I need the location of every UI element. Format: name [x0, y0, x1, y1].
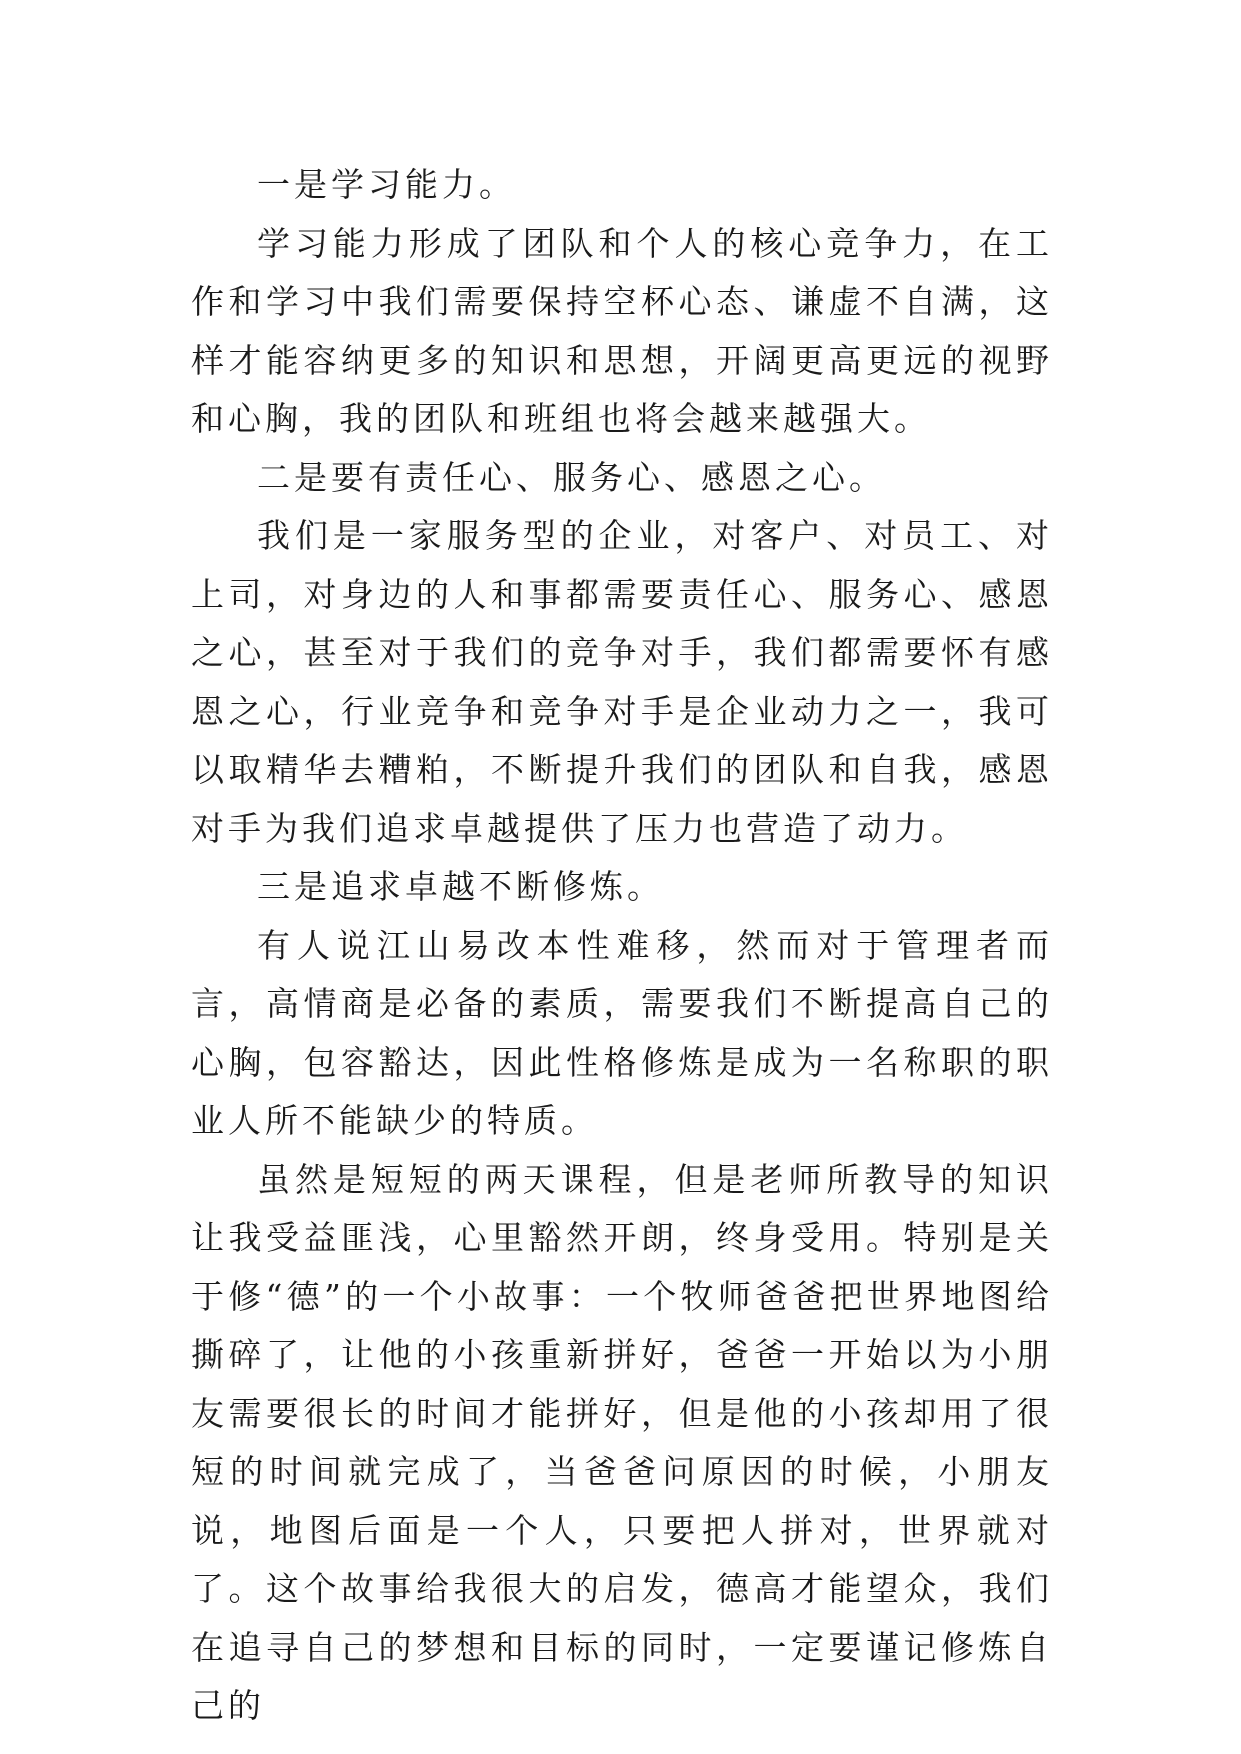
paragraph-heading-learning-ability: 一是学习能力。 [257, 165, 516, 204]
paragraph-responsibility: 我们是一家服务型的企业，对客户、对员工、对上司，对身边的人和事都需要责任心、服务心、感恩之心，甚至对于我们的竞争对手，我们都需要怀有感恩之心，行业竞争和竞争对手是企业动力之一，我可以取精华去糟粕，不断提升我们的团队和自我，感恩对手为我们追求卓越提供了压力也营造了动力。 [191, 516, 1053, 848]
paragraph-heading-responsibility: 二是要有责任心、服务心、感恩之心。 [257, 457, 886, 497]
document-body [191, 156, 1053, 1736]
paragraph-heading-excellence: 三是追求卓越不断修炼。 [257, 867, 664, 906]
paragraph-excellence: 有人说江山易改本性难移，然而对于管理者而言，高情商是必备的素质，需要我们不断提高自己的心胸，包容豁达，因此性格修炼是成为一名称职的职业人所不能缺少的特质。 [191, 925, 1053, 1140]
paragraph-story: 虽然是短短的两天课程，但是老师所教导的知识让我受益匪浅，心里豁然开朗，终身受用。特别是关于修“德”的一个小故事：一个牧师爸爸把世界地图给撕碎了，让他的小孩重新拼好，爸爸一开始以为小朋友需要很长的时间才能拼好，但是他的小孩却用了很短的时间就完成了，当爸爸问原因的时候，小朋友说，地图后面是一个人，只要把人拼对，世界就对了。这个故事给我很大的启发，德高才能望众，我们在追寻自己的梦想和目标的同时，一定要谨记修炼自己的 [191, 1159, 1053, 1725]
paragraph-learning-ability: 学习能力形成了团队和个人的核心竞争力，在工作和学习中我们需要保持空杯心态、谦虚不自满，这样才能容纳更多的知识和思想，开阔更高更远的视野和心胸，我的团队和班组也将会越来越强大。 [191, 223, 1053, 438]
